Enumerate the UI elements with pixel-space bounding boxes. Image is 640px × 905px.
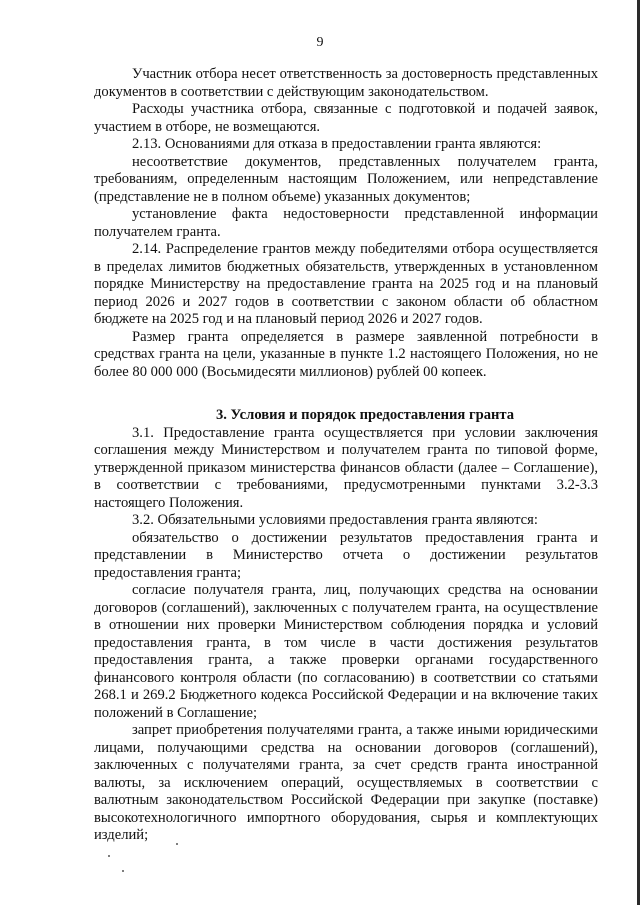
paragraph-expenses: Расходы участника отбора, связанные с подготовкой и подачей заявок, участием в отборе, не возмещаются. [94, 101, 598, 135]
paragraph-condition-1: обязательство о достижении результатов предоставления гранта и представлении в Министерство отчета о достижении результатов предоставления гранта; [94, 529, 598, 581]
paragraph-3-1: 3.1. Предоставление гранта осуществляется при условии заключения соглашения между Министерством и получателем гранта по типовой форме, утвержденной приказом министерства финансов области (далее – Соглашение), в соответствии с требованиями, предусмотренными пунктами 3.2-3.3 настоящего Положения. [94, 424, 598, 511]
scan-speck [108, 855, 110, 857]
paragraph-condition-3: запрет приобретения получателями гранта, а также иными юридическими лицами, получающими средства на основании договоров (соглашений), заключенных с получателями гранта, за счет средств гранта иностранной валюты, за исключением операций, осуществляемых в соответствии с валютным законодательством Российской Федерации при закупке (поставке) высокотехнологичного импортного оборудования, сырья и комплектующих изделий; [94, 722, 598, 843]
paragraph-2-13: 2.13. Основаниями для отказа в предоставлении гранта являются: [132, 136, 542, 152]
paragraph-grant-size: Размер гранта определяется в размере заявленной потребности в средствах гранта на цели, указанные в пункте 1.2 настоящего Положения, но не более 80 000 000 (Восьмидесяти миллионов) рублей 00 копеек. [94, 328, 598, 380]
page-number: 9 [316, 35, 324, 50]
section-heading: 3. Условия и порядок предоставления гранта [215, 407, 515, 423]
paragraph-3-2: 3.2. Обязательными условиями предоставления гранта являются: [132, 512, 538, 528]
paragraph-2-14: 2.14. Распределение грантов между победителями отбора осуществляется в пределах лимитов бюджетных обязательств, утвержденных в установленном порядке Министерству на предоставление гранта на 2025 год и на плановый период 2026 и 2027 годов в соответствии с законом области об областном бюджете на 2025 год и на плановый период 2026 и 2027 годов. [94, 241, 598, 327]
paragraph-responsibility: Участник отбора несет ответственность за достоверность представленных документов в соответствии с действующим законодательством. [94, 66, 598, 100]
paragraph-condition-2: согласие получателя гранта, лиц, получающих средства на основании договоров (соглашений), заключенных с получателем гранта, на осуществление в отношении них проверки Министерством соблюдения порядка и условий предоставления гранта, в том числе в части достижения результатов предоставления гранта, а также проверки органами государственного финансового контроля области (по согласованию) в соответствии со статьями 268.1 и 269.2 Бюджетного кодекса Российской Федерации и на включение таких положений в Соглашение; [94, 582, 598, 721]
scan-speck [176, 843, 178, 845]
scan-speck [122, 870, 124, 872]
paragraph-refusal-reason-2: установление факта недостоверности представленной информации получателем гранта. [94, 206, 598, 240]
document-body [94, 66, 598, 845]
paragraph-refusal-reason-1: несоответствие документов, представленных получателем гранта, требованиям, определенным настоящим Положением, или непредставление (представление не в полном объеме) указанных документов; [94, 153, 598, 205]
